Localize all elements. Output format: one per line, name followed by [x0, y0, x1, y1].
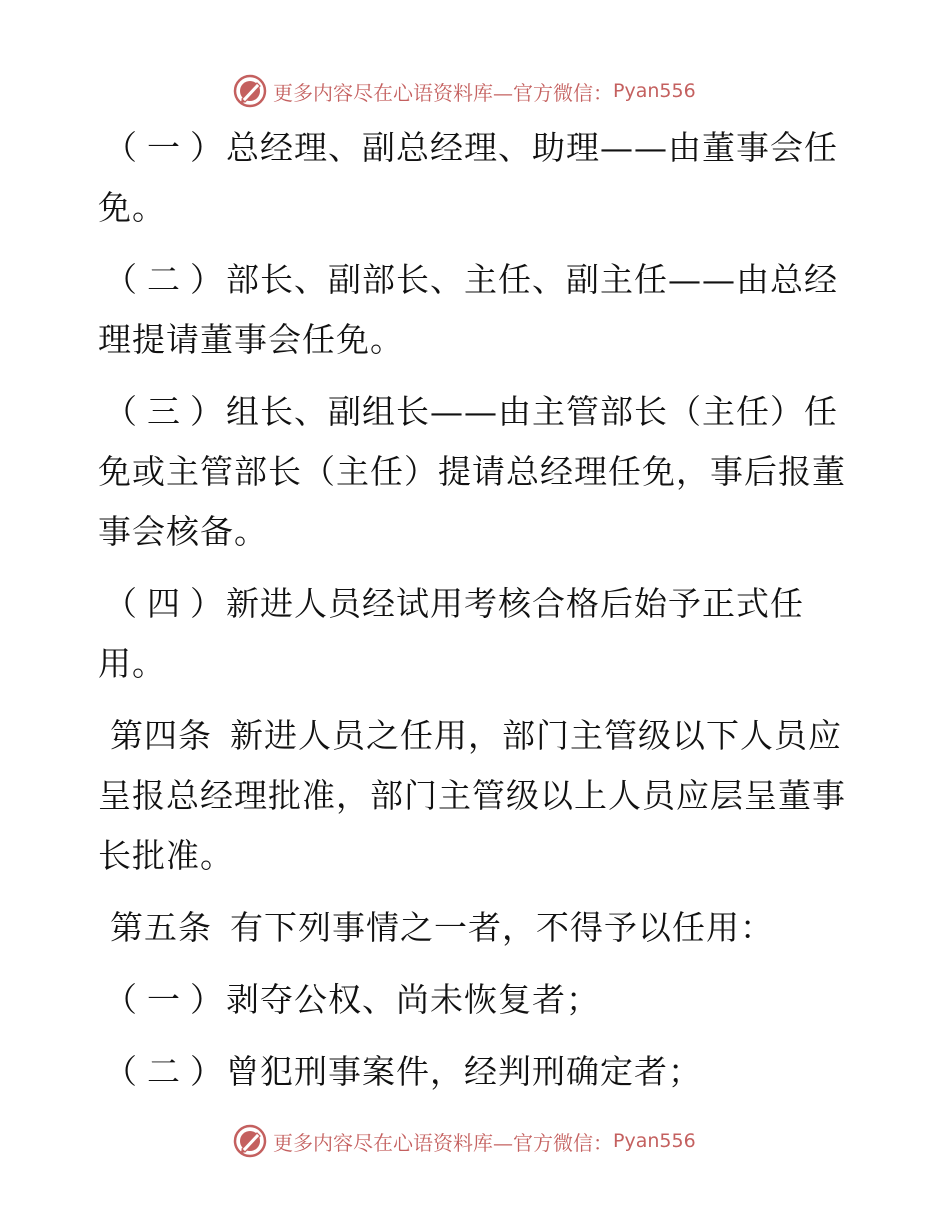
item-text: 组长、副组长——由主管部长（主任）任免或主管部长（主任）提请总经理任免，事后报董事会核备。 [98, 392, 846, 551]
watermark-wechat-id: Pyan556 [613, 1130, 696, 1152]
document-body [98, 118, 850, 1114]
item-number: （二） [104, 260, 233, 299]
pen-seal-logo-icon [233, 1124, 267, 1158]
appointment-item-1 [98, 118, 850, 238]
article-label: 第五条 [110, 908, 212, 947]
condition-item-2 [98, 1042, 850, 1102]
item-text: 曾犯刑事案件，经判刑确定者； [226, 1052, 702, 1091]
article-text: 有下列事情之一者，不得予以任用： [230, 908, 774, 947]
footer-watermark [233, 1121, 753, 1161]
watermark-wechat-id: Pyan556 [613, 80, 696, 102]
article-5 [98, 898, 850, 958]
item-number: （三） [104, 392, 233, 431]
pen-seal-logo-icon [233, 74, 267, 108]
item-text: 部长、副部长、主任、副主任——由总经理提请董事会任免。 [98, 260, 838, 359]
item-number: （四） [104, 584, 233, 623]
item-text: 新进人员经试用考核合格后始予正式任用。 [98, 584, 804, 683]
item-number: （一） [104, 128, 233, 167]
appointment-item-3 [98, 382, 850, 562]
header-watermark [233, 71, 753, 111]
item-number: （一） [104, 980, 233, 1019]
article-text: 新进人员之任用，部门主管级以下人员应呈报总经理批准，部门主管级以上人员应层呈董事长批准。 [98, 716, 846, 875]
item-text: 剥夺公权、尚未恢复者； [226, 980, 600, 1019]
article-4 [98, 706, 850, 886]
watermark-text: 更多内容尽在心语资料库—官方微信： [273, 80, 613, 105]
appointment-item-2 [98, 250, 850, 370]
item-text: 总经理、副总经理、助理——由董事会任免。 [98, 128, 838, 227]
article-label: 第四条 [110, 716, 212, 755]
watermark-text: 更多内容尽在心语资料库—官方微信： [273, 1130, 613, 1155]
item-number: （二） [104, 1052, 233, 1091]
appointment-item-4 [98, 574, 850, 694]
condition-item-1 [98, 970, 850, 1030]
